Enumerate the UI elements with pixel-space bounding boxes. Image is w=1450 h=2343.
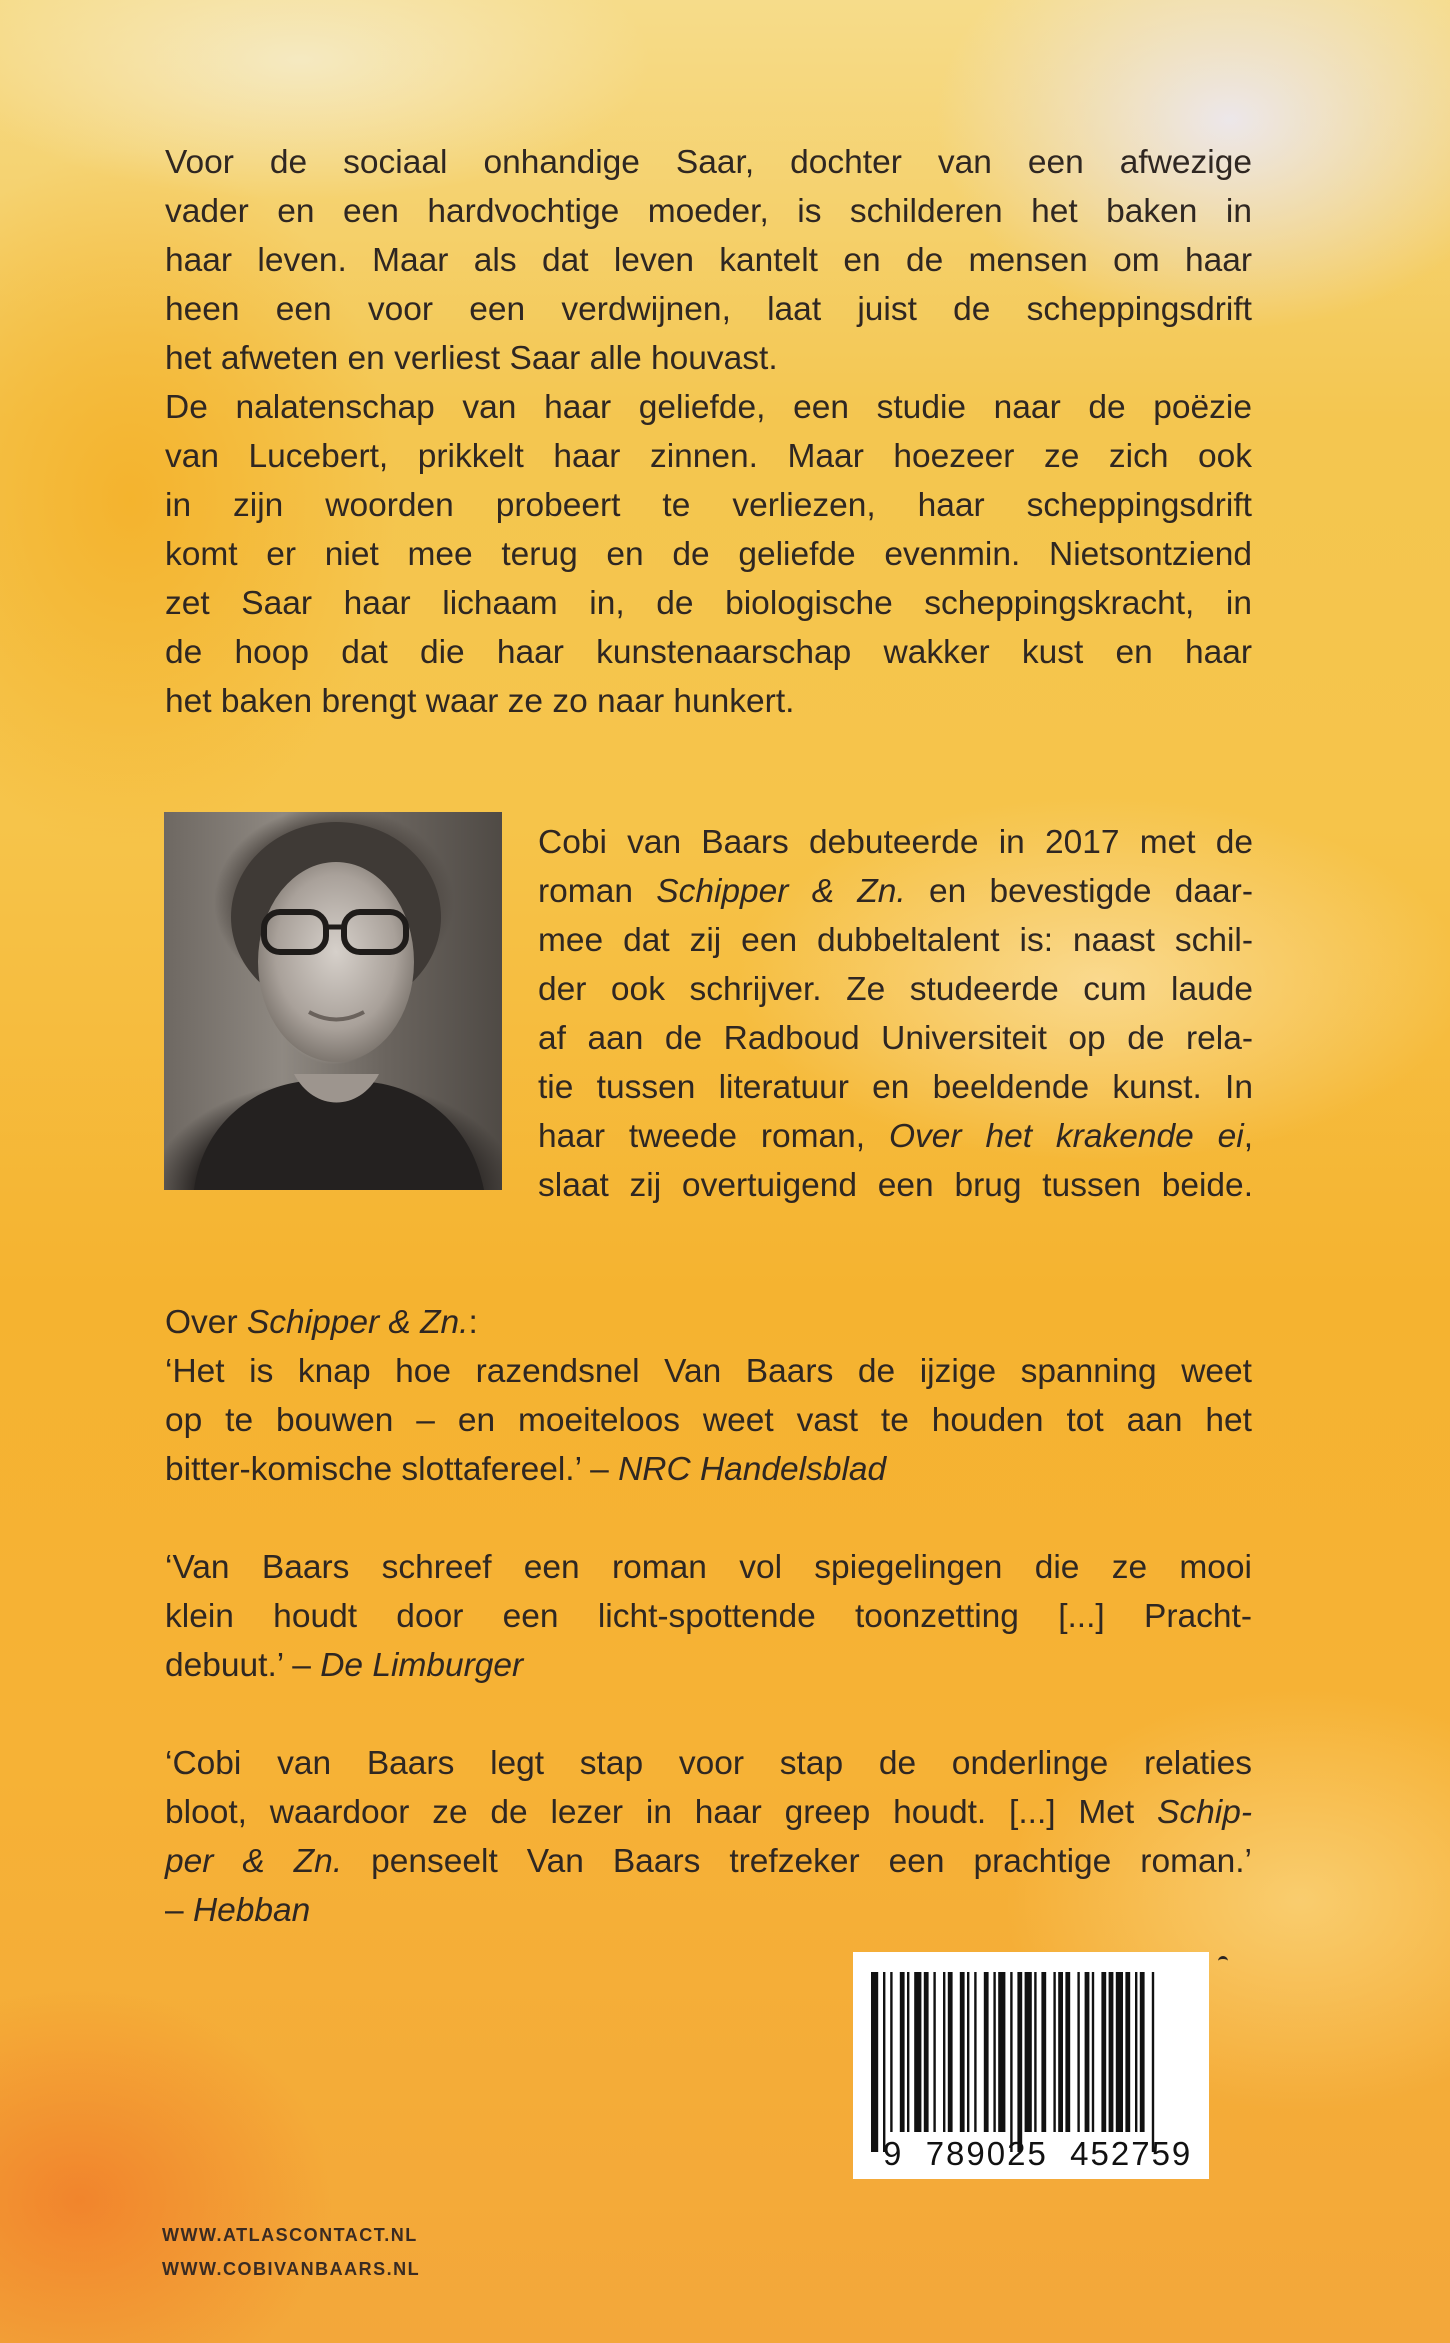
bio-line: slaat zij overtuigend een brug tussen beide.	[538, 1167, 1253, 1204]
barcode	[853, 1952, 1209, 2179]
url-cobivanbaars[interactable]: WWW.COBIVANBAARS.NL	[162, 2259, 421, 2279]
barcode-bar	[1017, 1972, 1022, 2152]
book-title: Over het krakende ei	[888, 1118, 1244, 1155]
quote-line	[165, 1837, 1252, 1886]
quote-text: penseelt Van Baars trefzeker een prachtige roman.’	[342, 1843, 1252, 1880]
quote-dash: –	[282, 1647, 321, 1684]
barcode-bar	[907, 1972, 909, 2132]
barcode-bar	[984, 1972, 989, 2132]
barcode-bar	[1058, 1972, 1063, 2132]
bio-line: af aan de Radboud Universiteit op de rela-	[538, 1020, 1253, 1057]
publisher-urls	[162, 2218, 420, 2286]
isbn-number	[883, 2135, 1203, 2173]
quote-line	[165, 1788, 1252, 1837]
book-title: Schipper & Zn.	[246, 1304, 469, 1341]
quote-line: op te bouwen – en moeiteloos weet vast te houden tot aan het	[165, 1402, 1252, 1439]
barcode-bar	[974, 1972, 976, 2132]
bio-line: tie tussen literatuur en beeldende kunst. In	[538, 1069, 1253, 1106]
barcode-bar	[943, 1972, 945, 2132]
book-title: per & Zn.	[165, 1843, 343, 1880]
barcode-bar	[1025, 1972, 1032, 2132]
isbn-right: 452759	[1070, 2135, 1193, 2172]
barcode-bar	[1065, 1972, 1070, 2132]
quote-line: ‘Het is knap hoe razendsnel Van Baars de ijzige spanning weet	[165, 1353, 1252, 1390]
blurb-line: haar leven. Maar als dat leven kantelt en de mensen om haar	[165, 242, 1252, 279]
isbn-left: 9	[883, 2135, 904, 2172]
url-atlascontact[interactable]: WWW.ATLASCONTACT.NL	[162, 2225, 418, 2245]
bio-line: mee dat zij een dubbeltalent is: naast schil-	[538, 922, 1253, 959]
quote-line	[165, 1886, 1252, 1935]
book-title: Schipper & Zn.	[656, 873, 906, 910]
barcode-bar	[998, 1972, 1005, 2132]
barcode-bar	[1140, 1972, 1145, 2132]
blurb-line: komt er niet mee terug en de geliefde evenmin. Nietsontziend	[165, 536, 1252, 573]
quote-text: bitter-komische slottafereel.’	[165, 1451, 581, 1488]
quote-line: ‘Van Baars schreef een roman vol spiegelingen die ze mooi	[165, 1549, 1252, 1586]
quote-line	[165, 1445, 1252, 1494]
quote-line: klein houdt door een licht-spottende toonzetting [...] Pracht-	[165, 1598, 1252, 1635]
blurb-line: Voor de sociaal onhandige Saar, dochter van een afwezige	[165, 144, 1252, 181]
press-reviews	[165, 1298, 1252, 1984]
blurb-line: de hoop dat die haar kunstenaarschap wakker kust en haar	[165, 634, 1252, 671]
blurb-line: in zijn woorden probeert te verliezen, haar scheppingsdrift	[165, 487, 1252, 524]
barcode-bar	[1101, 1972, 1106, 2132]
blurb-line: van Lucebert, prikkelt haar zinnen. Maar hoezeer ze zich ook	[165, 438, 1252, 475]
review-source: De Limburger	[320, 1647, 524, 1684]
barcode-bar	[960, 1972, 965, 2132]
blurb-line: vader en een hardvochtige moeder, is schilderen het baken in	[165, 193, 1252, 230]
blurb-line: zet Saar haar lichaam in, de biologische scheppingskracht, in	[165, 585, 1252, 622]
author-photo	[164, 812, 502, 1190]
quote-line	[165, 1641, 1252, 1690]
barcode-bar	[1125, 1972, 1130, 2132]
review-quote-hebban	[165, 1739, 1252, 1935]
bio-line: der ook schrijver. Ze studeerde cum laude	[538, 971, 1253, 1008]
barcode-bar	[900, 1972, 905, 2132]
review-source: Hebban	[192, 1892, 311, 1929]
barcode-bar	[1010, 1972, 1012, 2152]
barcode-bar	[1034, 1972, 1036, 2132]
author-portrait-icon	[164, 812, 502, 1190]
blurb-line: De nalatenschap van haar geliefde, een studie naar de poëzie	[165, 389, 1252, 426]
bio-text: haar tweede roman,	[538, 1118, 889, 1155]
isbn-mid: 789025	[925, 2135, 1048, 2172]
author-bio	[538, 818, 1253, 1210]
barcode-bar	[1092, 1972, 1094, 2132]
review-source: NRC Handelsblad	[618, 1451, 887, 1488]
review-quote-limburger	[165, 1543, 1252, 1690]
barcode-bar	[890, 1972, 892, 2132]
bio-text: roman	[538, 873, 657, 910]
barcode-bar	[1109, 1972, 1114, 2132]
barcode-mark	[1218, 1956, 1228, 1963]
bio-text: ,	[1243, 1118, 1253, 1155]
heading-text: :	[468, 1304, 478, 1341]
barcode-bar	[1053, 1972, 1055, 2132]
quote-dash: –	[580, 1451, 619, 1488]
bio-line: Cobi van Baars debuteerde in 2017 met de	[538, 824, 1253, 861]
reviews-heading	[165, 1298, 1252, 1347]
blurb-line: het baken brengt waar ze zo naar hunkert.	[165, 683, 795, 720]
barcode-bar	[1041, 1972, 1046, 2132]
barcode-bar	[914, 1972, 921, 2132]
bio-text: en bevestigde daar-	[905, 873, 1253, 910]
review-quote-nrc	[165, 1347, 1252, 1494]
barcode-bar	[871, 1972, 878, 2152]
barcode-bar	[1152, 1972, 1154, 2152]
blurb-paragraph	[165, 138, 1252, 726]
barcode-bar	[1077, 1972, 1079, 2132]
quote-text: debuut.’	[165, 1647, 283, 1684]
barcode-bar	[948, 1972, 953, 2132]
barcode-bar	[1116, 1972, 1123, 2132]
barcode-bar	[924, 1972, 929, 2132]
bio-line	[538, 1112, 1253, 1161]
book-title: Schip-	[1157, 1794, 1252, 1831]
barcode-bar	[883, 1972, 885, 2152]
quote-dash: –	[165, 1892, 193, 1929]
blurb-line: heen een voor een verdwijnen, laat juist de scheppingsdrift	[165, 291, 1252, 328]
quote-text: bloot, waardoor ze de lezer in haar greep houdt. [...] Met	[165, 1794, 1158, 1831]
blurb-line: het afweten en verliest Saar alle houvast.	[165, 340, 778, 377]
barcode-bar	[1085, 1972, 1090, 2132]
barcode-bar	[933, 1972, 935, 2132]
barcode-bar	[993, 1972, 995, 2132]
bio-line	[538, 867, 1253, 916]
barcode-bar	[967, 1972, 969, 2132]
quote-line: ‘Cobi van Baars legt stap voor stap de onderlinge relaties	[165, 1745, 1252, 1782]
heading-text: Over	[165, 1304, 247, 1341]
barcode-bar	[1135, 1972, 1137, 2132]
